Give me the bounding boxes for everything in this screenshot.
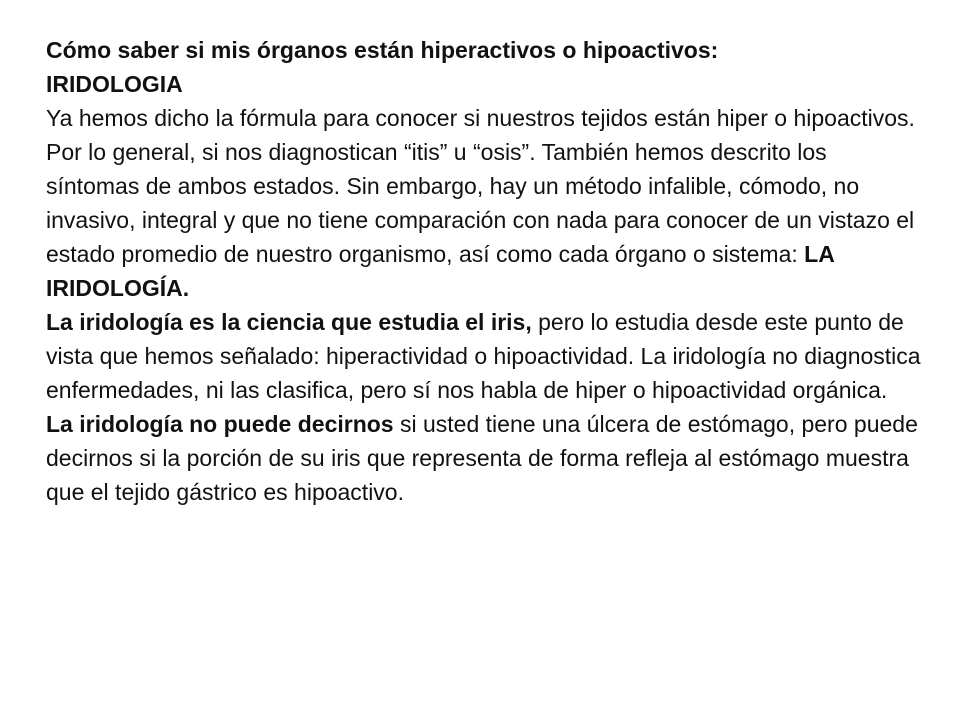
paragraph-definition — [46, 305, 926, 407]
paragraph-intro-emphasis: LA IRIDOLOGÍA. — [46, 241, 834, 301]
title-line-1: Cómo saber si mis órganos están hiperactivos o hipoactivos: — [46, 37, 719, 63]
title-heading — [46, 33, 926, 101]
paragraph-intro — [46, 101, 926, 305]
paragraph-definition-text: pero lo estudia desde este punto de vista que hemos señalado: hiperactividad o hipoactividad. La iridología no diagnostica enfermedades, ni las clasifica, pero sí nos habla de hiper o hipoactividad orgánica. — [46, 309, 921, 403]
title-line-2: IRIDOLOGIA — [46, 71, 183, 97]
slide-content — [46, 33, 926, 509]
paragraph-limitation — [46, 407, 926, 509]
paragraph-definition-emphasis: La iridología es la ciencia que estudia el iris, — [46, 309, 532, 335]
paragraph-limitation-emphasis: La iridología no puede decirnos — [46, 411, 394, 437]
paragraph-limitation-text: si usted tiene una úlcera de estómago, pero puede decirnos si la porción de su iris que representa de forma refleja al estómago muestra que el tejido gástrico es hipoactivo. — [46, 411, 918, 505]
paragraph-intro-text: Ya hemos dicho la fórmula para conocer si nuestros tejidos están hiper o hipoactivos. Por lo general, si nos diagnostican “itis” u “osis”. También hemos descrito los síntomas de ambos estados. Sin embargo, hay un método infalible, cómodo, no invasivo, integral y que no tiene comparación con nada para conocer de un vistazo el estado promedio de nuestro organismo, así como cada órgano o sistema: — [46, 105, 915, 267]
